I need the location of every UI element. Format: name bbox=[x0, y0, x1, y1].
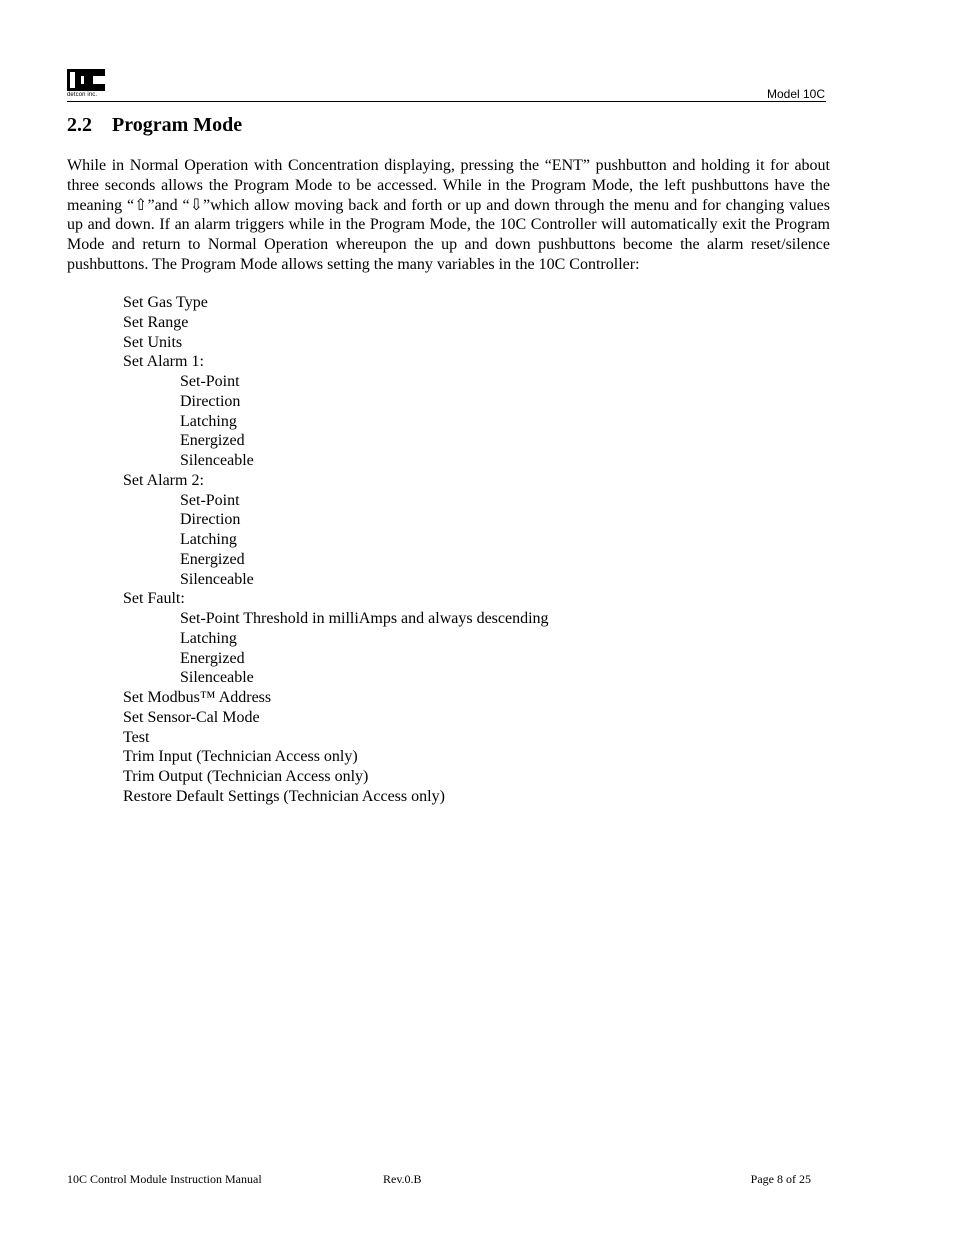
list-item: Restore Default Settings (Technician Access only) bbox=[123, 787, 445, 805]
list-item: Trim Output (Technician Access only) bbox=[123, 768, 369, 785]
alarm2-sublist bbox=[123, 491, 549, 590]
list-item: Set-Point bbox=[180, 491, 240, 509]
fault-sublist bbox=[123, 609, 549, 688]
list-item: Latching bbox=[180, 531, 237, 548]
section-title: Program Mode bbox=[112, 114, 243, 136]
header-rule bbox=[67, 101, 826, 102]
list-item: Energized bbox=[180, 550, 245, 568]
list-item: Silenceable bbox=[180, 570, 254, 588]
alarm1-sublist bbox=[123, 372, 549, 471]
list-item: Set Sensor-Cal Mode bbox=[123, 708, 260, 726]
list-item: Silenceable bbox=[180, 452, 254, 469]
list-item: Test bbox=[123, 728, 150, 746]
alarm2-label: Set Alarm 2: bbox=[123, 471, 204, 489]
list-item: Latching bbox=[180, 412, 237, 430]
list-item: Latching bbox=[180, 629, 237, 647]
list-item: Direction bbox=[180, 511, 241, 529]
list-item: Trim Input (Technician Access only) bbox=[123, 748, 358, 766]
footer-page-number: Page 8 of 25 bbox=[750, 1172, 811, 1186]
list-item: Direction bbox=[180, 392, 241, 410]
list-item: Silenceable bbox=[180, 669, 254, 687]
list-item: Energized bbox=[180, 649, 245, 667]
list-item: Set Modbus™ Address bbox=[123, 689, 272, 706]
detcon-logo bbox=[67, 69, 105, 101]
section-number: 2.2 bbox=[67, 114, 92, 136]
list-item: Set Gas Type bbox=[123, 294, 208, 311]
list-item bbox=[123, 352, 549, 471]
footer-revision: Rev.0.B bbox=[383, 1172, 422, 1186]
intro-paragraph: While in Normal Operation with Concentration displaying, pressing the “ENT” pushbutton and holding it for about three seconds allows the Program Mode to be accessed. While in the Program Mode, the left pushbuttons have the meaning “⇧”and “⇩”which allow moving back and forth or up and down through the menu and for changing values up and down. If an alarm triggers while in the Program Mode, the 10C Controller will automatically exit the Program Mode and return to Normal Operation whereupon the up and down pushbuttons become the alarm reset/silence pushbuttons. The Program Mode allows setting the many variables in the 10C Controller: bbox=[67, 157, 830, 273]
list-item: Set Range bbox=[123, 313, 189, 331]
list-item bbox=[123, 471, 549, 590]
list-item: Set Units bbox=[123, 333, 183, 351]
footer-manual-title: 10C Control Module Instruction Manual bbox=[67, 1172, 262, 1186]
logo-text: detcon inc. bbox=[67, 92, 98, 98]
list-item bbox=[123, 589, 549, 688]
detcon-logo-icon bbox=[67, 69, 105, 91]
list-item: Set-Point Threshold in milliAmps and always descending bbox=[180, 610, 549, 627]
settings-list bbox=[123, 293, 549, 807]
section-heading bbox=[67, 113, 242, 137]
header-model: Model 10C bbox=[766, 87, 825, 101]
fault-label: Set Fault: bbox=[123, 590, 185, 608]
alarm1-label: Set Alarm 1: bbox=[123, 353, 204, 371]
list-item: Set-Point bbox=[180, 373, 240, 390]
list-item: Energized bbox=[180, 432, 245, 450]
